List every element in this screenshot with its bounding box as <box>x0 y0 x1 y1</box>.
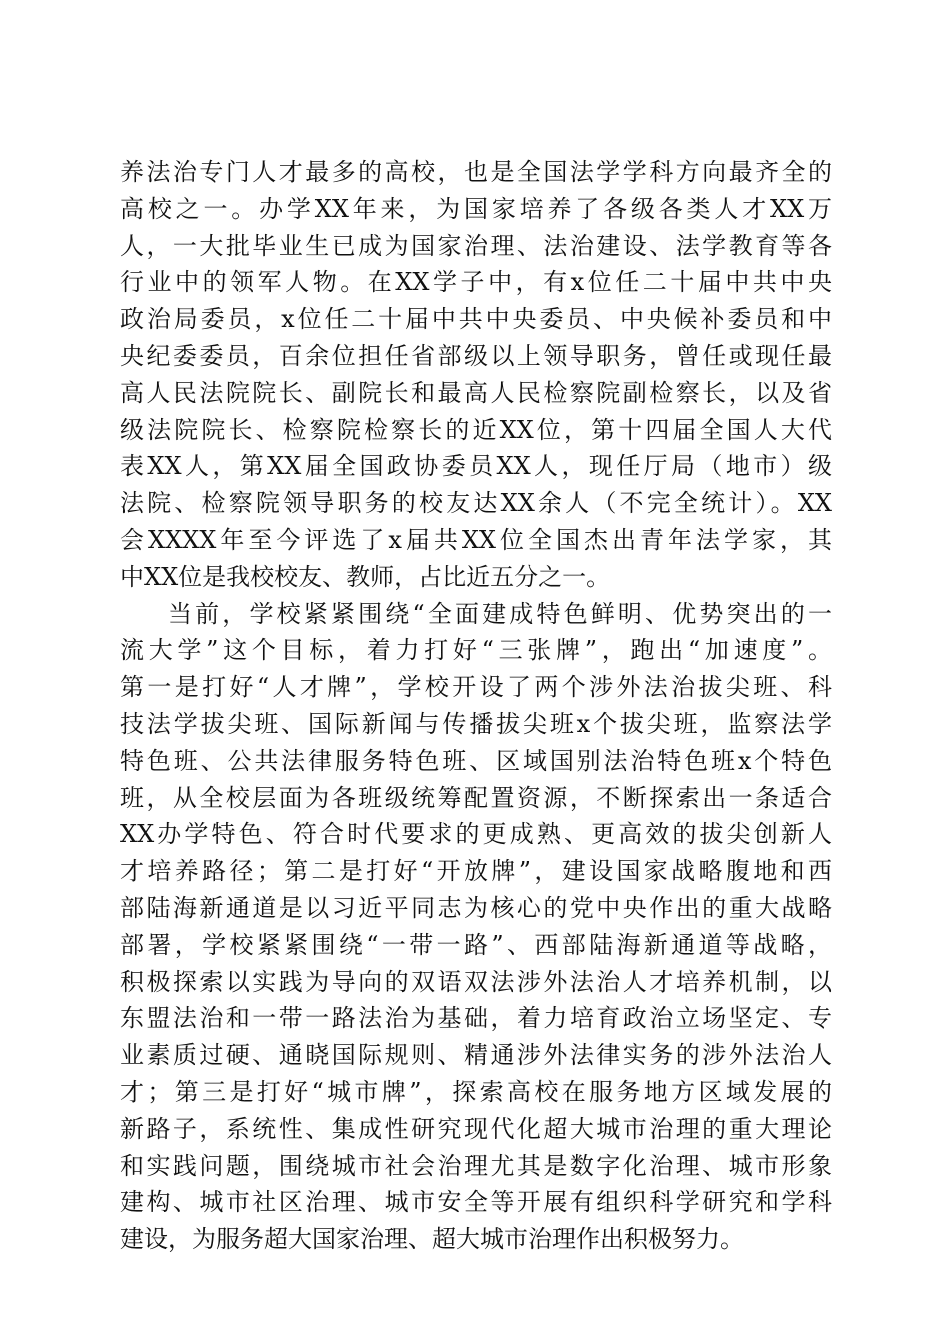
text-line: 人，一大批毕业生已成为国家治理、法治建设、法学教育等各 <box>120 231 832 260</box>
text-line: 央纪委委员，百余位担任省部级以上领导职务，曾任或现任最 <box>120 341 832 370</box>
text-line: 新路子，系统性、集成性研究现代化超大城市治理的重大理论 <box>120 1114 832 1143</box>
text-line: 流大学”这个目标，着力打好“三张牌”，跑出“加速度”。 <box>120 636 832 665</box>
text-line: 中XX位是我校校友、教师，占比近五分之一。 <box>120 562 611 591</box>
text-line: 会XXXX年至今评选了x届共XX位全国杰出青年法学家，其 <box>120 525 832 554</box>
text-line: 业素质过硬、通晓国际规则、精通涉外法律实务的涉外法治人 <box>120 1041 832 1070</box>
text-line: 第一是打好“人才牌”，学校开设了两个涉外法治拔尖班、科 <box>120 673 832 702</box>
text-line: 部署，学校紧紧围绕“一带一路”、西部陆海新通道等战略， <box>120 930 832 959</box>
text-line: 级法院院长、检察院检察长的近XX位，第十四届全国人大代 <box>120 415 832 444</box>
paragraph-2 <box>120 596 832 1258</box>
text-line: 班，从全校层面为各班级统筹配置资源，不断探索出一条适合 <box>120 783 832 812</box>
text-line: 养法治专门人才最多的高校，也是全国法学学科方向最齐全的 <box>120 158 832 186</box>
text-line: XX办学特色、符合时代要求的更成熟、更高效的拔尖创新人 <box>120 820 832 849</box>
text-line: 建设，为服务超大国家治理、超大城市治理作出积极努力。 <box>120 1225 744 1254</box>
text-line: 建构、城市社区治理、城市安全等开展有组织科学研究和学科 <box>120 1188 832 1217</box>
text-line: 才培养路径；第二是打好“开放牌”，建设国家战略腹地和西 <box>120 857 832 886</box>
text-line: 东盟法治和一带一路法治为基础，着力培育政治立场坚定、专 <box>120 1004 832 1033</box>
text-line: 高人民法院院长、副院长和最高人民检察院副检察长，以及省 <box>120 378 832 407</box>
text-line: 行业中的领军人物。在XX学子中，有x位任二十届中共中央 <box>120 268 832 297</box>
text-line: 积极探索以实践为导向的双语双法涉外法治人才培养机制，以 <box>120 967 832 996</box>
text-line: 表XX人，第XX届全国政协委员XX人，现任厅局（地市）级 <box>120 452 832 481</box>
text-line: 技法学拔尖班、国际新闻与传播拔尖班x个拔尖班，监察法学 <box>120 709 832 738</box>
text-line: 才；第三是打好“城市牌”，探索高校在服务地方区域发展的 <box>120 1077 832 1106</box>
paragraph-1 <box>120 154 832 596</box>
text-line: 特色班、公共法律服务特色班、区域国别法治特色班x个特色 <box>120 746 832 775</box>
text-line: 高校之一。办学XX年来，为国家培养了各级各类人才XX万 <box>120 194 832 223</box>
text-line: 政治局委员，x位任二十届中共中央委员、中央候补委员和中 <box>120 305 832 334</box>
text-line: 部陆海新通道是以习近平同志为核心的党中央作出的重大战略 <box>120 893 832 922</box>
text-line: 和实践问题，围绕城市社会治理尤其是数字化治理、城市形象 <box>120 1151 832 1180</box>
text-line: 当前，学校紧紧围绕“全面建成特色鲜明、优势突出的一 <box>168 599 832 628</box>
body-text <box>120 154 832 1258</box>
text-line: 法院、检察院领导职务的校友达XX余人（不完全统计）。XX <box>120 489 832 518</box>
